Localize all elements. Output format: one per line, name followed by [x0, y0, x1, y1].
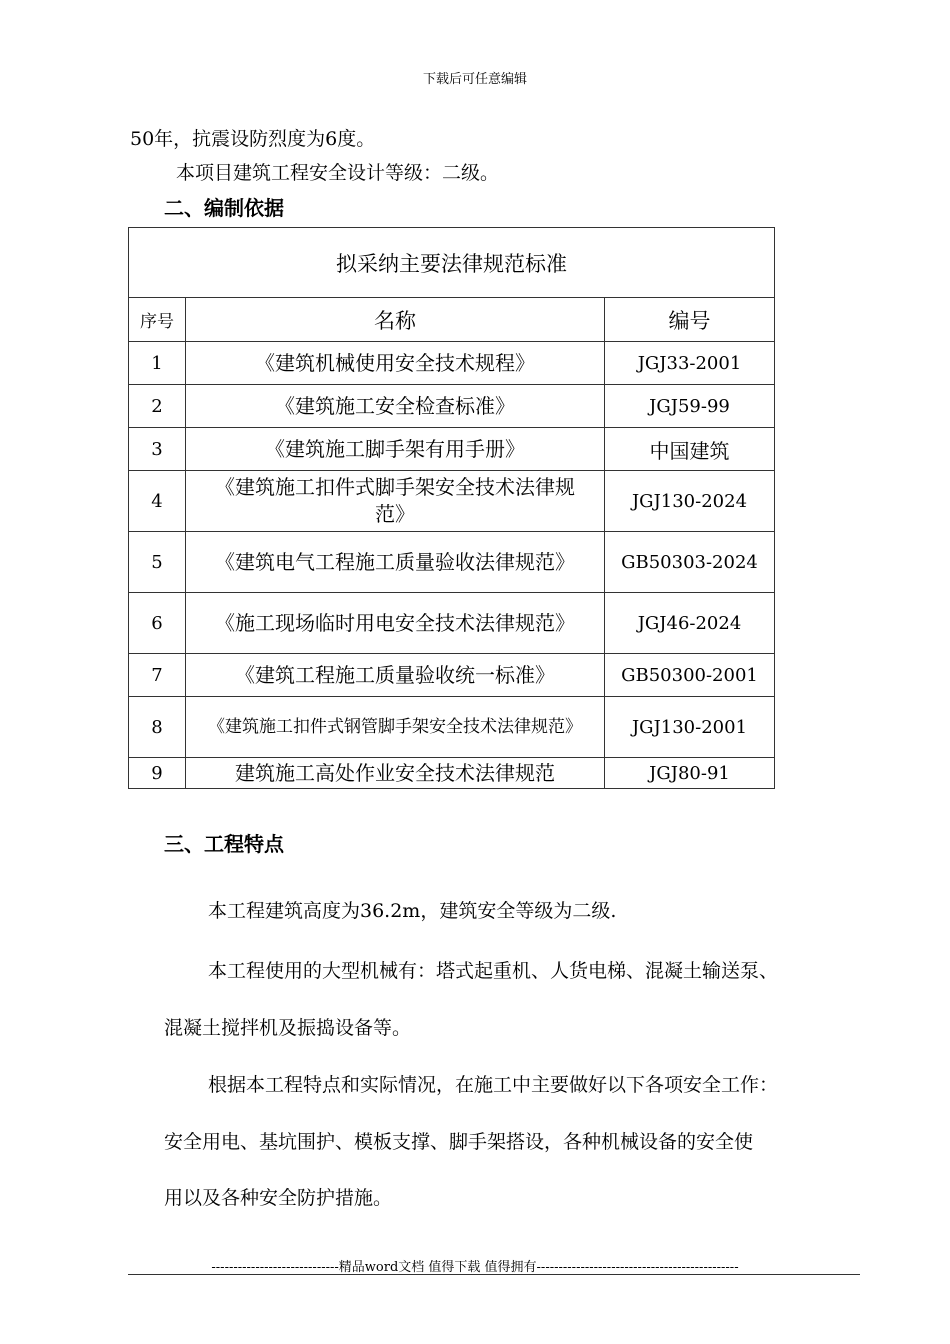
row-number: 2	[129, 385, 186, 428]
table-row	[129, 758, 775, 789]
row-code: JGJ130-2024	[605, 471, 775, 532]
header-name: 名称	[186, 298, 605, 342]
row-number: 1	[129, 342, 186, 385]
row-name: 《建筑施工扣件式钢管脚手架安全技术法律规范》	[186, 697, 605, 758]
row-name: 《建筑施工扣件式脚手架安全技术法律规范》	[186, 471, 605, 532]
regulations-table	[128, 227, 775, 789]
table-row	[129, 428, 775, 471]
header-code: 编号	[605, 298, 775, 342]
page-footer: -----------------------------精品word文档 值得下载 值得拥有----------------------------------------------	[211, 1260, 739, 1275]
row-number: 8	[129, 697, 186, 758]
row-number: 5	[129, 532, 186, 593]
row-number: 7	[129, 654, 186, 697]
section-title-features: 三、工程特点	[164, 832, 284, 856]
paragraph-machinery-line2: 混凝土搅拌机及振捣设备等。	[164, 1017, 412, 1039]
table-header-row	[129, 298, 775, 342]
paragraph-work-line3: 用以及各种安全防护措施。	[164, 1187, 393, 1209]
table-row	[129, 593, 775, 654]
row-name: 《施工现场临时用电安全技术法律规范》	[186, 593, 605, 654]
table-row	[129, 471, 775, 532]
row-name: 《建筑电气工程施工质量验收法律规范》	[186, 532, 605, 593]
row-code: JGJ59-99	[605, 385, 775, 428]
row-number: 9	[129, 758, 186, 789]
paragraph-machinery-line1: 本工程使用的大型机械有：塔式起重机、人货电梯、混凝土输送泵、	[208, 960, 779, 982]
paragraph-work-line1: 根据本工程特点和实际情况，在施工中主要做好以下各项安全工作：	[208, 1074, 779, 1096]
row-code: JGJ80-91	[605, 758, 775, 789]
row-name: 《建筑工程施工质量验收统一标准》	[186, 654, 605, 697]
header-seq: 序号	[129, 298, 186, 342]
row-code: JGJ33-2001	[605, 342, 775, 385]
page-header: 下载后可任意编辑	[422, 72, 527, 87]
row-code: JGJ46-2024	[605, 593, 775, 654]
section-title-basis: 二、编制依据	[164, 196, 284, 220]
row-number: 6	[129, 593, 186, 654]
row-number: 4	[129, 471, 186, 532]
table-row	[129, 654, 775, 697]
paragraph-safety-level: 本项目建筑工程安全设计等级：二级。	[176, 162, 500, 184]
table-row	[129, 385, 775, 428]
row-name: 《建筑机械使用安全技术规程》	[186, 342, 605, 385]
row-code: GB50303-2024	[605, 532, 775, 593]
footer-rule	[128, 1274, 860, 1275]
row-name: 《建筑施工脚手架有用手册》	[186, 428, 605, 471]
table-row	[129, 697, 775, 758]
row-name: 建筑施工高处作业安全技术法律规范	[186, 758, 605, 789]
row-code: GB50300-2001	[605, 654, 775, 697]
table-row	[129, 532, 775, 593]
table-caption: 拟采纳主要法律规范标准	[129, 228, 775, 298]
row-name: 《建筑施工安全检查标准》	[186, 385, 605, 428]
paragraph-height: 本工程建筑高度为36.2m，建筑安全等级为二级.	[208, 900, 617, 922]
paragraph-work-line2: 安全用电、基坑围护、模板支撑、脚手架搭设，各种机械设备的安全使	[164, 1131, 754, 1153]
table-row	[129, 342, 775, 385]
row-code: JGJ130-2001	[605, 697, 775, 758]
row-number: 3	[129, 428, 186, 471]
paragraph-seismic: 50年，抗震设防烈度为6度。	[130, 128, 376, 150]
row-code: 中国建筑	[605, 428, 775, 471]
